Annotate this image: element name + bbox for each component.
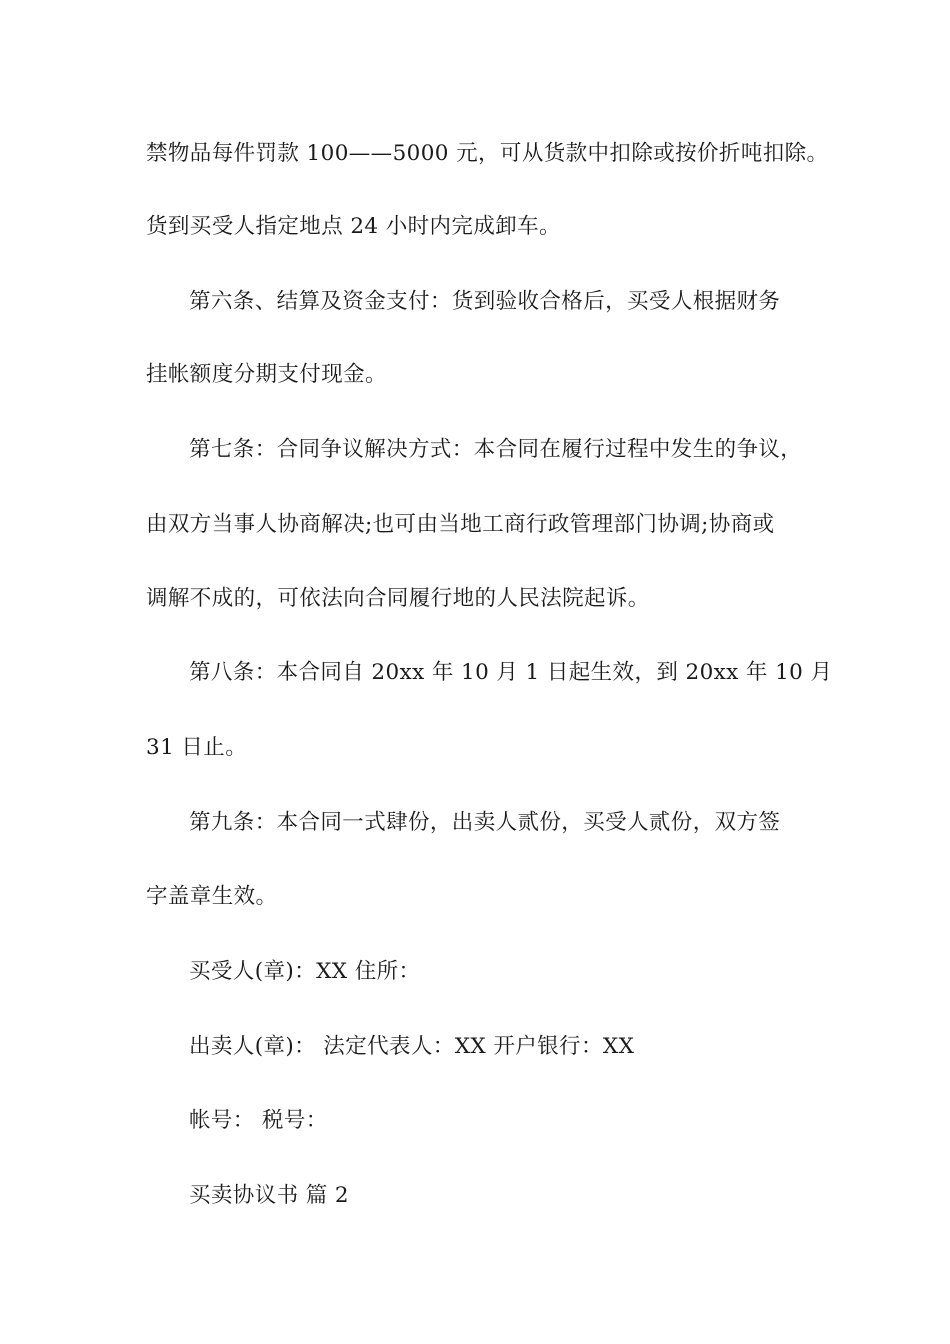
paragraph-line: 挂帐额度分期支付现金。 (146, 362, 387, 387)
section-heading: 买卖协议书 篇 2 (189, 1183, 349, 1208)
article-7-line: 第七条：合同争议解决方式：本合同在履行过程中发生的争议， (189, 437, 803, 462)
account-tax-line: 帐号： 税号： (189, 1108, 328, 1133)
article-8-line: 第八条：本合同自 20xx 年 10 月 1 日起生效，到 20xx 年 10 月 (189, 660, 833, 685)
article-9-line: 第九条：本合同一式肆份，出卖人贰份，买受人贰份，双方签 (189, 810, 781, 835)
paragraph-line: 禁物品每件罚款 100——5000 元，可从货款中扣除或按价折吨扣除。 (146, 141, 829, 166)
article-6-line: 第六条、结算及资金支付：货到验收合格后，买受人根据财务 (189, 289, 781, 314)
paragraph-line: 调解不成的，可依法向合同履行地的人民法院起诉。 (146, 586, 650, 611)
paragraph-line: 字盖章生效。 (146, 884, 278, 909)
buyer-signature-line: 买受人(章)：XX 住所： (189, 959, 421, 984)
seller-signature-line: 出卖人(章)： 法定代表人：XX 开户银行：XX (189, 1034, 635, 1059)
paragraph-line: 货到买受人指定地点 24 小时内完成卸车。 (146, 214, 561, 239)
paragraph-line: 由双方当事人协商解决;也可由当地工商行政管理部门协调;协商或 (146, 512, 775, 537)
paragraph-line: 31 日止。 (146, 735, 248, 760)
